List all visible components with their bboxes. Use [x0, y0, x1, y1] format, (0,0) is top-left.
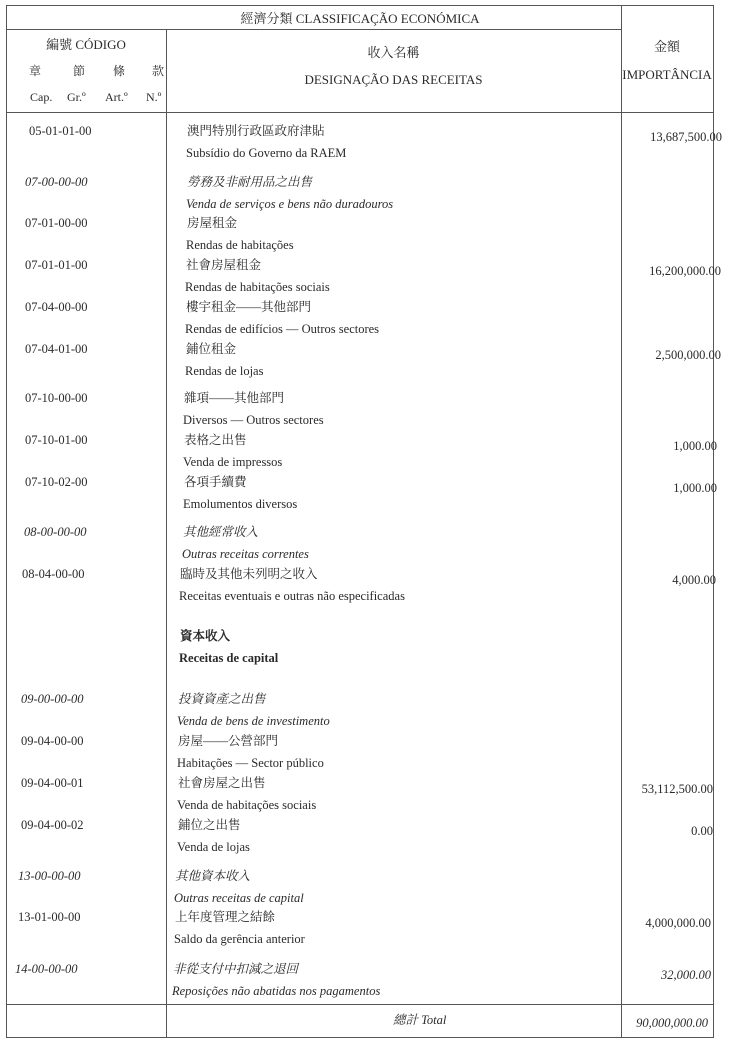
row-designation-zh: 雜項——其他部門	[184, 391, 285, 405]
row-code: 07-01-00-00	[25, 216, 88, 230]
code-col-zh-4: 款	[152, 64, 165, 78]
row-designation-zh: 房屋租金	[187, 216, 238, 230]
row-designation-zh: 鋪位租金	[186, 342, 237, 356]
row-code: 07-10-02-00	[25, 475, 88, 489]
row-designation-zh: 表格之出售	[184, 433, 247, 447]
row-code: 09-04-00-02	[21, 818, 84, 832]
row-code: 13-00-00-00	[18, 869, 81, 883]
row-designation-pt: Rendas de edifícios — Outros sectores	[185, 322, 380, 336]
row-amount: 16,200,000.00	[649, 264, 721, 278]
row-designation-pt: Rendas de habitações sociais	[185, 280, 330, 294]
row-code: 07-01-01-00	[25, 258, 88, 272]
row-designation-zh: 樓宇租金——其他部門	[186, 300, 312, 314]
total-amount: 90,000,000.00	[636, 1016, 708, 1030]
row-designation-zh: 澳門特別行政區政府津貼	[187, 124, 325, 138]
row-designation-zh: 投資資產之出售	[178, 692, 266, 706]
row-designation-pt: Venda de lojas	[177, 840, 250, 854]
code-col-pt-2: Gr.º	[67, 90, 86, 104]
amount-zh: 金額	[653, 39, 680, 54]
code-col-zh-1: 章	[29, 64, 42, 78]
row-designation-pt: Outras receitas correntes	[182, 547, 309, 561]
designation-pt: DESIGNAÇÃO DAS RECEITAS	[304, 72, 483, 87]
row-designation-zh: 其他經常收入	[183, 525, 259, 539]
row-amount: 1,000.00	[673, 439, 717, 453]
row-designation-pt: Habitações — Sector público	[177, 756, 324, 770]
row-designation-zh: 鋪位之出售	[178, 818, 241, 832]
row-code: 09-04-00-01	[21, 776, 84, 790]
row-designation-zh: 資本收入	[180, 629, 231, 643]
total-label: 總計 Total	[393, 1013, 447, 1027]
classification-title: 經濟分類 CLASSIFICAÇÃO ECONÓMICA	[240, 11, 480, 26]
row-designation-pt: Diversos — Outros sectores	[183, 413, 324, 427]
row-designation-pt: Rendas de lojas	[185, 364, 264, 378]
row-code: 09-00-00-00	[21, 692, 84, 706]
row-designation-pt: Receitas eventuais e outras não especificadas	[179, 589, 405, 603]
row-designation-pt: Outras receitas de capital	[174, 891, 304, 905]
row-designation-pt: Receitas de capital	[179, 651, 279, 665]
row-designation-zh: 社會房屋租金	[186, 258, 262, 272]
row-code: 08-00-00-00	[24, 525, 87, 539]
row-amount: 32,000.00	[661, 968, 711, 982]
row-designation-zh: 房屋——公營部門	[178, 734, 279, 748]
row-designation-zh: 各項手續費	[184, 475, 247, 489]
row-code: 07-10-00-00	[25, 391, 88, 405]
row-designation-zh: 社會房屋之出售	[178, 776, 266, 790]
row-code: 07-00-00-00	[25, 175, 88, 189]
row-designation-pt: Emolumentos diversos	[183, 497, 298, 511]
code-title: 編號 CÓDIGO	[46, 37, 126, 52]
row-amount: 0.00	[691, 824, 713, 838]
row-designation-zh: 其他資本收入	[175, 869, 251, 883]
row-code: 13-01-00-00	[18, 910, 81, 924]
row-code: 14-00-00-00	[15, 962, 78, 976]
row-amount: 53,112,500.00	[641, 782, 713, 796]
row-designation-zh: 臨時及其他未列明之收入	[180, 567, 318, 581]
row-amount: 4,000,000.00	[645, 916, 711, 930]
row-designation-pt: Rendas de habitações	[186, 238, 294, 252]
row-designation-pt: Venda de habitações sociais	[177, 798, 317, 812]
row-designation-pt: Venda de bens de investimento	[177, 714, 330, 728]
row-amount: 13,687,500.00	[650, 130, 722, 144]
row-designation-pt: Reposições não abatidas nos pagamentos	[172, 984, 381, 998]
row-code: 08-04-00-00	[22, 567, 85, 581]
row-amount: 4,000.00	[672, 573, 716, 587]
code-col-zh-2: 節	[73, 64, 86, 78]
designation-zh: 收入名稱	[367, 45, 420, 60]
row-amount: 1,000.00	[673, 481, 717, 495]
code-col-zh-3: 條	[113, 64, 126, 78]
row-code: 07-04-00-00	[25, 300, 88, 314]
code-col-pt-3: Art.º	[105, 90, 128, 104]
row-code: 07-04-01-00	[25, 342, 88, 356]
row-code: 07-10-01-00	[25, 433, 88, 447]
row-designation-zh: 勞務及非耐用品之出售	[187, 175, 313, 189]
row-code: 09-04-00-00	[21, 734, 84, 748]
row-designation-pt: Saldo da gerência anterior	[174, 932, 305, 946]
row-designation-pt: Subsídio do Governo da RAEM	[186, 146, 347, 160]
amount-pt: IMPORTÂNCIA	[622, 67, 712, 82]
code-col-pt-4: N.º	[146, 90, 162, 104]
row-amount: 2,500,000.00	[655, 348, 721, 362]
row-designation-pt: Venda de impressos	[183, 455, 283, 469]
row-code: 05-01-01-00	[29, 124, 92, 138]
code-col-pt-1: Cap.	[30, 90, 53, 104]
row-designation-zh: 非從支付中扣減之退回	[173, 962, 299, 976]
row-designation-zh: 上年度管理之結餘	[175, 910, 276, 924]
row-designation-pt: Venda de serviços e bens não duradouros	[186, 197, 394, 211]
